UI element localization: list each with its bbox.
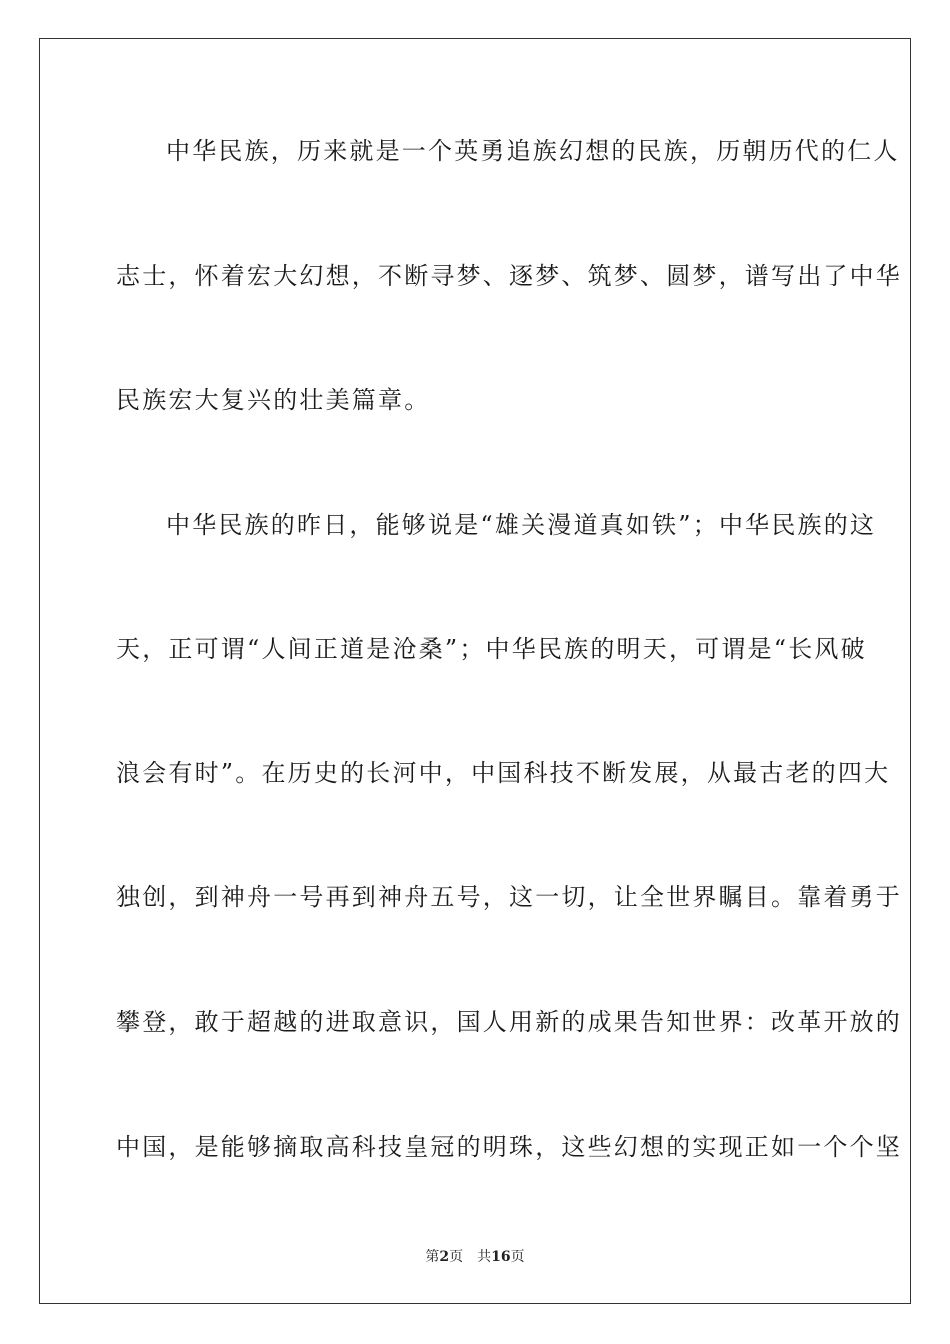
paragraph-2-line-5: 攀登，敢于超越的进取意识，国人用新的成果告知世界：改革开放的 [116, 1008, 902, 1036]
total-pages: 16 [491, 1249, 511, 1265]
paragraph-1-line-2: 志士，怀着宏大幻想，不断寻梦、逐梦、筑梦、圆梦，谱写出了中华 [116, 262, 902, 290]
page-number: 2 [439, 1249, 450, 1265]
paragraph-2-line-4: 独创，到神舟一号再到神舟五号，这一切，让全世界瞩目。靠着勇于 [116, 883, 902, 911]
total-prefix: 共 [477, 1249, 492, 1265]
page-suffix: 页 [449, 1249, 464, 1265]
paragraph-2-line-3: 浪会有时”。在历史的长河中，中国科技不断发展，从最古老的四大 [116, 759, 891, 787]
paragraph-1-line-3: 民族宏大复兴的壮美篇章。 [116, 386, 431, 414]
page-prefix: 第 [425, 1249, 440, 1265]
page-footer [0, 1248, 950, 1266]
paragraph-2-line-1: 中华民族的昨日，能够说是“雄关漫道真如铁”；中华民族的这 [166, 511, 877, 539]
paragraph-1-line-1: 中华民族，历来就是一个英勇追族幻想的民族，历朝历代的仁人 [166, 137, 900, 165]
paragraph-2-line-2: 天，正可谓“人间正道是沧桑”；中华民族的明天，可谓是“长风破 [116, 635, 867, 663]
total-suffix: 页 [510, 1249, 525, 1265]
paragraph-2-line-6: 中国，是能够摘取高科技皇冠的明珠，这些幻想的实现正如一个个坚 [116, 1133, 902, 1161]
page-frame [39, 38, 911, 1304]
